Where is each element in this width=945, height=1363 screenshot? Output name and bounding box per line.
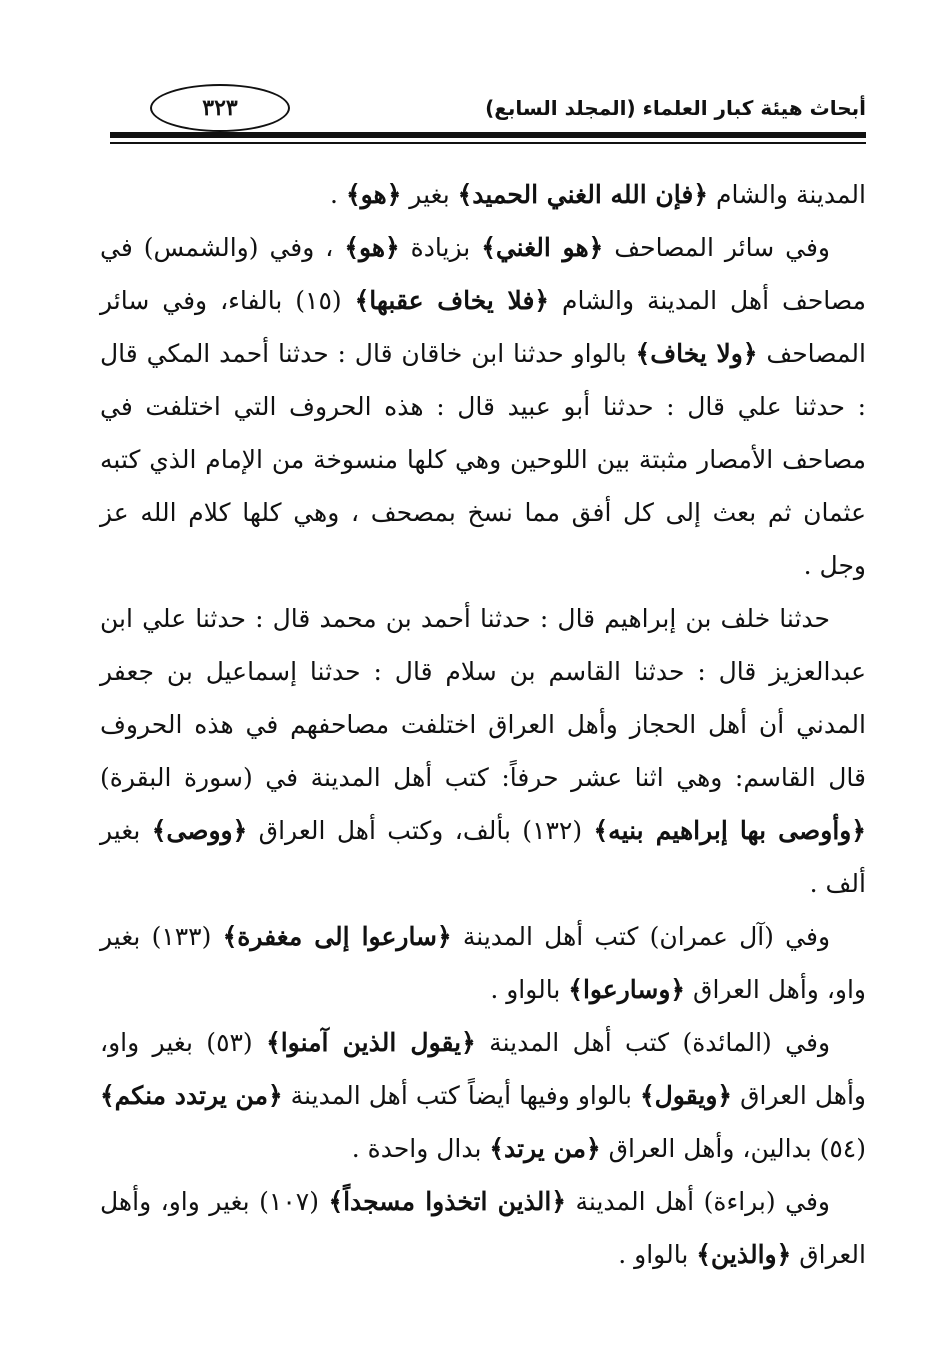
paragraph: وفي (براءة) أهل المدينة ﴿الذين اتخذوا مسجداً﴾ (١٠٧) بغير واو، وأهل العراق ﴿والذين﴾ بالواو . (100, 1187, 866, 1269)
quran-quote: ﴿فلا يخاف عقبها﴾ (354, 286, 550, 315)
body-text (100, 168, 866, 1281)
quran-quote: ﴿وسارعوا﴾ (568, 975, 686, 1004)
quran-quote: ﴿من يرتد﴾ (489, 1134, 601, 1163)
quran-quote: ﴿ويقول﴾ (639, 1081, 733, 1110)
quran-quote: ﴿ولا يخاف﴾ (635, 339, 758, 368)
paragraph: وفي (آل عمران) كتب أهل المدينة ﴿سارعوا إلى مغفرة﴾ (١٣٣) بغير واو، وأهل العراق ﴿وسارعوا﴾ بالواو . (100, 922, 866, 1004)
quran-quote: ﴿من يرتدد منكم﴾ (100, 1081, 283, 1110)
paragraph: وفي (المائدة) كتب أهل المدينة ﴿يقول الذين آمنوا﴾ (٥٣) بغير واو، وأهل العراق ﴿ويقول﴾ بالواو وفيها أيضاً كتب أهل المدينة ﴿من يرتدد منكم﴾ (٥٤) بدالين، وأهل العراق ﴿من يرتد﴾ بدال واحدة . (100, 1028, 866, 1163)
page-number: ٣٢٣ (150, 84, 290, 132)
quran-quote: ﴿هو﴾ (344, 233, 400, 262)
header-rule-thin (110, 142, 866, 144)
paragraph: المدينة والشام ﴿فإن الله الغني الحميد﴾ بغير ﴿هو﴾ . (330, 180, 866, 209)
quran-quote: ﴿يقول الذين آمنوا﴾ (266, 1028, 476, 1057)
quran-quote: ﴿سارعوا إلى مغفرة﴾ (222, 922, 452, 951)
header-rule-thick (110, 132, 866, 138)
paragraph: حدثنا خلف بن إبراهيم قال : حدثنا أحمد بن محمد قال : حدثنا علي ابن عبدالعزيز قال : حدثنا القاسم بن سلام قال : حدثنا إسماعيل بن جعفر المدني أن أهل الحجاز وأهل العراق اختلفت مصاحفهم في هذه الحروف قال القاسم: وهي اثنا عشر حرفاً: كتب أهل المدينة في (سورة البقرة) ﴿وأوصى بها إبراهيم بنيه﴾ (١٣٢) بألف، وكتب أهل العراق ﴿ووصى﴾ بغير ألف . (100, 604, 866, 898)
quran-quote: ﴿هو الغني﴾ (481, 233, 604, 262)
paragraph: وفي سائر المصاحف ﴿هو الغني﴾ بزيادة ﴿هو﴾ ، وفي (والشمس) في مصاحف أهل المدينة والشام ﴿فلا يخاف عقبها﴾ (١٥) بالفاء، وفي سائر المصاحف ﴿ولا يخاف﴾ بالواو حدثنا ابن خاقان قال : حدثنا أحمد المكي قال : حدثنا علي قال : حدثنا أبو عبيد قال : هذه الحروف التي اختلفت في مصاحف الأمصار مثبتة بين اللوحين وهي كلها منسوخة من الإمام الذي كتبه عثمان ثم بعث إلى كل أفق مما نسخ بمصحف ، وهي كلها كلام الله عز وجل . (100, 233, 866, 580)
quran-quote: ﴿هو﴾ (345, 180, 402, 209)
running-title: أبحاث هيئة كبار العلماء (المجلد السابع) (485, 96, 866, 120)
quran-quote: ﴿فإن الله الغني الحميد﴾ (457, 180, 709, 209)
page-header (110, 78, 866, 150)
quran-quote: ﴿والذين﴾ (696, 1240, 792, 1269)
quran-quote: ﴿ووصى﴾ (151, 816, 248, 845)
quran-quote: ﴿الذين اتخذوا مسجداً﴾ (328, 1187, 566, 1216)
quran-quote: ﴿وأوصى بها إبراهيم بنيه﴾ (593, 816, 866, 845)
